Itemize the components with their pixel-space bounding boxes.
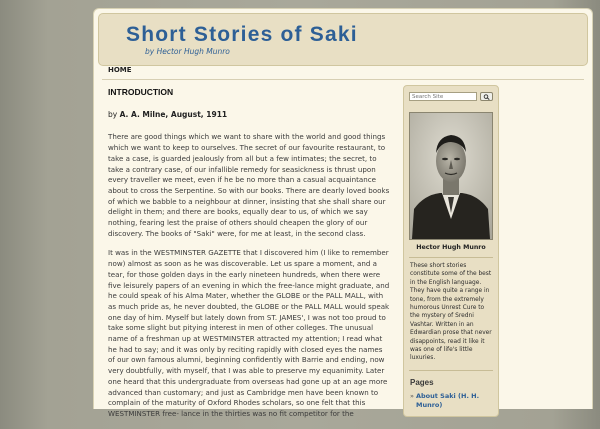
- search-form: [409, 92, 493, 102]
- article-paragraph: There are good things which we want to share with the world and good things which we want to keep to ourselves. The secret of our favourite restaurant, to take a case, is guarded jealously from all but a few intimates; the secret, to take a contrary case, of our infallible remedy for seasickness is thrust upon every traveller we meet, even if he be no more than a casual acquaintance about to cross the Serpentine. So with our books. There are dearly loved books of which we babble to a neighbour at dinner, insisting that she shall share our delight in them; and there are books, equally dear to us, of which we say nothing, fearing lest the praise of others should cheapen the glory of our discovery. The books of "Saki" were, for me at least, in the second class.: [108, 132, 390, 238]
- magnifier-icon: [483, 94, 491, 100]
- pages-link-about-saki[interactable]: » About Saki (H. H. Munro): [410, 392, 494, 410]
- article-byline: [108, 110, 391, 121]
- site-tagline: by Hector Hugh Munro: [145, 47, 230, 56]
- site-header: [98, 13, 588, 66]
- portrait-image: [410, 113, 492, 239]
- sidebar-divider: [409, 370, 493, 371]
- article-heading: INTRODUCTION: [108, 87, 174, 97]
- article-paragraph: It was in the WESTMINSTER GAZETTE that I discovered him (I like to remember now) almost as soon as he was discoverable. Let us spare a moment, and a tear, for those golden days in the early nineteen hundreds, when there were five leisurely papers of an evening in which the free-lance might graduate, and he could speak of his Alma Mater, whether the GLOBE or the PALL MALL, with as much pride as, he never doubted, the GLOBE or the PALL MALL would speak one day of him. Myself but lately down from ST. JAMES', I was not too proud to take some slight but pitying interest in men of other colleges. The unusual name of a freshman up at WESTMINSTER attracted my attention; I read what he had to say; and it was only by reciting rapidly with closed eyes the names of our own famous alumni, beginning confidently with Barrie and ending, now very doubtfully, with myself, that I was able to preserve my equanimity. Later one heard that this undergraduate from overseas had gone up at an age more advanced than customary; and just as Cambridge men have been known to complain of the maturity of Oxford Rhodes scholars, so one felt that this WESTMINSTER free- lance in the thirties was no fit competitor for the: [108, 248, 390, 418]
- pages-list: [410, 392, 494, 410]
- byline-prefix: by: [108, 109, 118, 119]
- author-portrait: [409, 112, 493, 240]
- portrait-caption: Hector Hugh Munro: [416, 244, 486, 251]
- main-nav: [108, 66, 132, 74]
- nav-home-link[interactable]: HOME: [108, 66, 132, 74]
- search-button[interactable]: [480, 92, 493, 101]
- pages-heading: Pages: [410, 378, 434, 387]
- sidebar-description: These short stories constitute some of the best in the English language. They have quite a range in tone, from the extremely humorous Unrest Cure to the mystery of Sredni Vashtar. Written in an Edwardian prose that never disappoints, read it like it was one of life's little luxuries.: [410, 263, 492, 362]
- article-content: [108, 85, 391, 429]
- search-input[interactable]: [409, 92, 477, 101]
- page-container: [93, 8, 593, 418]
- sidebar-divider: [409, 257, 493, 258]
- byline-author: A. A. Milne, August, 1911: [119, 109, 228, 119]
- sidebar: [403, 85, 499, 417]
- nav-divider: [102, 79, 584, 80]
- site-title[interactable]: Short Stories of Saki: [126, 23, 358, 46]
